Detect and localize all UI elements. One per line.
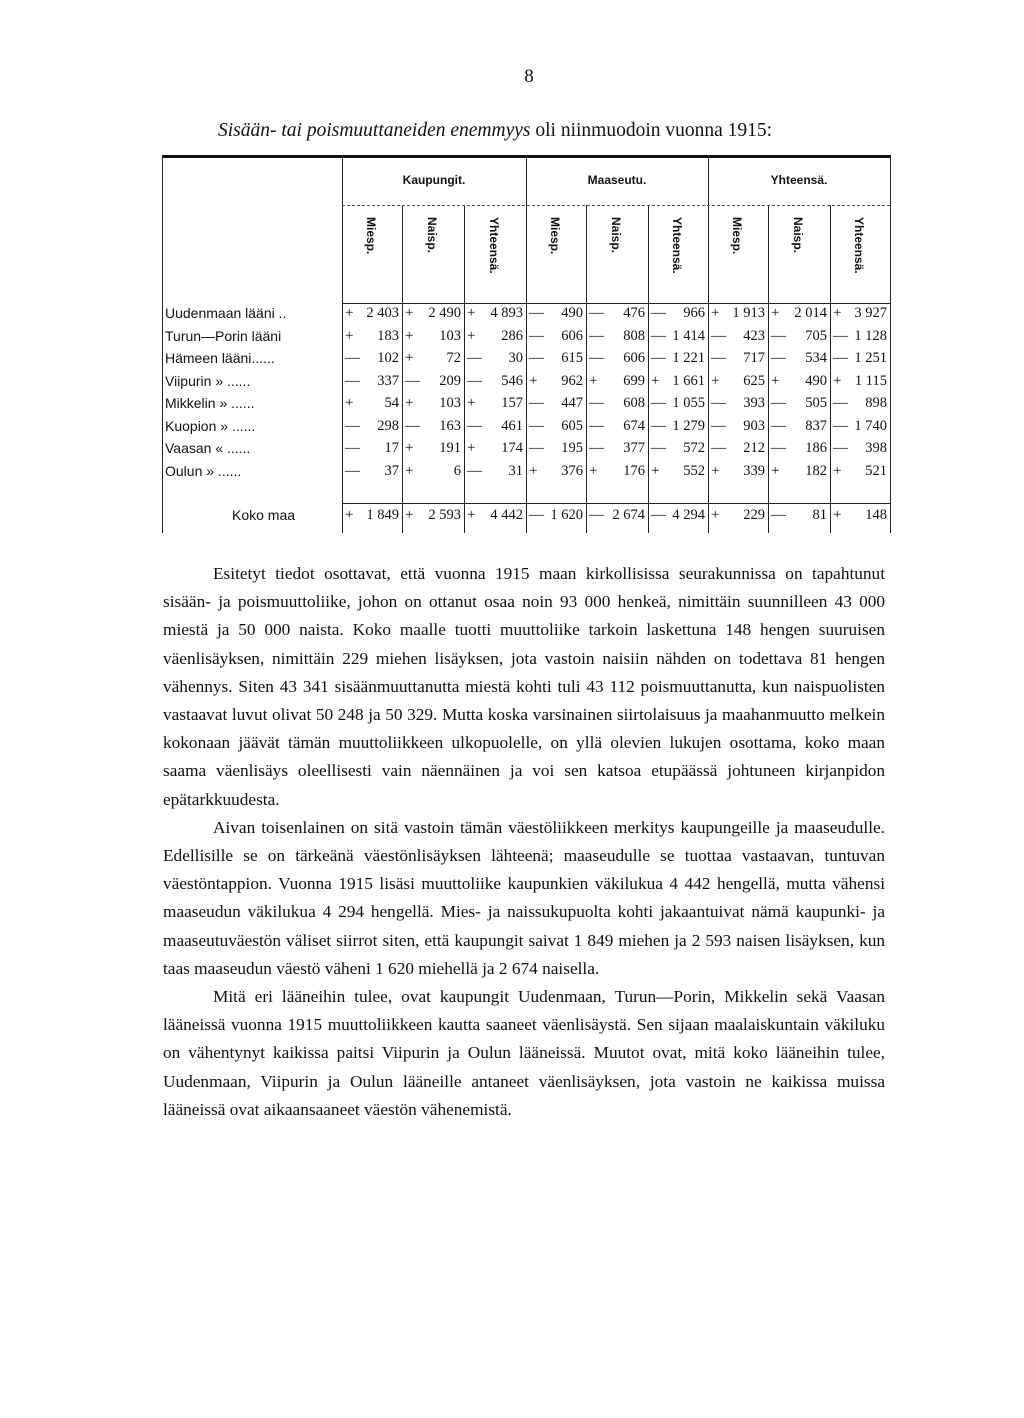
cell-value: 903 bbox=[743, 417, 765, 434]
row-label: Viipurin » ...... bbox=[165, 372, 251, 389]
cell-sign: — bbox=[833, 417, 848, 434]
cell-sign: + bbox=[467, 395, 476, 411]
cell-sign: — bbox=[405, 417, 420, 434]
cell-sign: + bbox=[711, 372, 720, 389]
table-row bbox=[162, 463, 890, 485]
table-cell bbox=[465, 440, 525, 462]
table-cell bbox=[343, 463, 401, 485]
table-cell bbox=[831, 395, 889, 417]
cell-value: 393 bbox=[743, 395, 765, 411]
table-caption bbox=[218, 120, 772, 142]
table-cell bbox=[831, 373, 889, 395]
table-cell bbox=[769, 440, 829, 462]
cell-sign: — bbox=[833, 327, 848, 344]
cell-value: 54 bbox=[384, 395, 399, 411]
cell-sign: — bbox=[589, 440, 604, 456]
cell-value: 148 bbox=[865, 507, 887, 523]
cell-value: 898 bbox=[865, 395, 887, 411]
table-cell bbox=[769, 395, 829, 417]
column-header: Yhteensä. bbox=[852, 217, 866, 274]
cell-sign: + bbox=[405, 350, 414, 366]
cell-sign: — bbox=[345, 372, 360, 389]
table-cell bbox=[649, 373, 707, 395]
table-cell bbox=[587, 507, 647, 529]
cell-value: 2 593 bbox=[428, 507, 461, 523]
cell-sign: — bbox=[467, 372, 482, 389]
cell-value: 186 bbox=[805, 440, 827, 456]
table-cell bbox=[465, 507, 525, 529]
cell-value: 546 bbox=[501, 372, 523, 389]
cell-value: 1 055 bbox=[672, 395, 705, 411]
total-row bbox=[162, 507, 890, 529]
table-cell bbox=[649, 440, 707, 462]
caption-rest: oli niinmuodoin vuonna 1915: bbox=[530, 120, 773, 141]
cell-value: 102 bbox=[377, 350, 399, 366]
cell-sign: — bbox=[833, 440, 848, 456]
total-rule bbox=[342, 503, 890, 504]
table-cell bbox=[649, 305, 707, 327]
cell-value: 699 bbox=[623, 372, 645, 389]
cell-value: 4 893 bbox=[490, 305, 523, 321]
table-cell bbox=[527, 463, 585, 485]
row-label: Kuopion » ...... bbox=[165, 417, 256, 434]
table-row bbox=[162, 373, 890, 395]
table-cell bbox=[587, 463, 647, 485]
cell-value: 1 221 bbox=[672, 350, 705, 366]
cell-sign: + bbox=[405, 327, 414, 344]
column-header: Miesp. bbox=[730, 217, 744, 255]
table-row bbox=[162, 305, 890, 327]
table-cell bbox=[831, 418, 889, 440]
cell-value: 966 bbox=[683, 305, 705, 321]
cell-value: 1 740 bbox=[854, 417, 887, 434]
cell-sign: + bbox=[833, 305, 842, 321]
cell-value: 2 490 bbox=[428, 305, 461, 321]
row-label: Oulun » ...... bbox=[165, 462, 242, 479]
cell-sign: — bbox=[529, 507, 544, 523]
cell-sign: + bbox=[345, 327, 354, 344]
cell-sign: — bbox=[651, 327, 666, 344]
table-cell bbox=[527, 395, 585, 417]
group-header-rule bbox=[342, 205, 890, 206]
table-cell bbox=[709, 305, 767, 327]
cell-sign: — bbox=[651, 417, 666, 434]
table-cell bbox=[527, 373, 585, 395]
cell-value: 212 bbox=[743, 440, 765, 456]
cell-sign: + bbox=[833, 462, 842, 479]
table-cell bbox=[343, 418, 401, 440]
cell-value: 490 bbox=[561, 305, 583, 321]
table-cell bbox=[831, 440, 889, 462]
cell-value: 30 bbox=[508, 350, 523, 366]
cell-sign: + bbox=[405, 395, 414, 411]
cell-sign: — bbox=[771, 350, 786, 366]
table-cell bbox=[649, 350, 707, 372]
cell-value: 606 bbox=[623, 350, 645, 366]
cell-value: 182 bbox=[805, 462, 827, 479]
cell-sign: — bbox=[771, 327, 786, 344]
cell-sign: — bbox=[711, 440, 726, 456]
cell-sign: — bbox=[345, 350, 360, 366]
paragraph-3: Mitä eri lääneihin tulee, ovat kaupungit Uudenmaan, Turun—Porin, Mikkelin sekä Vaasan lääneissä vuonna 1915 muuttoliikkeen kautta saaneet väenlisäystä. Sen sijaan maalaiskuntain väkiluku on vähentynyt kaikissa paitsi Viipurin ja Oulun lääneissä. Muutot ovat, mitä koko lääneihin tulee, Uudenmaan, Viipurin ja Oulun lääneille antaneet väenlisäyksen, jota vastoin ne kaikissa muissa lääneissä ovat aikaansaaneet väestön vähenemistä. bbox=[163, 987, 885, 1119]
cell-value: 1 661 bbox=[672, 372, 705, 389]
group-header: Yhteensä. bbox=[770, 173, 828, 187]
table-cell bbox=[769, 373, 829, 395]
cell-sign: + bbox=[467, 440, 476, 456]
table-cell bbox=[709, 328, 767, 350]
table-cell bbox=[831, 305, 889, 327]
table-cell bbox=[403, 373, 463, 395]
table-cell bbox=[709, 418, 767, 440]
row-label: Mikkelin » ...... bbox=[165, 395, 255, 411]
cell-value: 286 bbox=[501, 327, 523, 344]
table-cell bbox=[343, 305, 401, 327]
cell-value: 1 115 bbox=[854, 372, 887, 389]
group-header: Kaupungit. bbox=[402, 173, 466, 187]
table-cell bbox=[403, 350, 463, 372]
cell-sign: — bbox=[771, 417, 786, 434]
cell-value: 376 bbox=[561, 462, 583, 479]
page-number: 8 bbox=[524, 66, 534, 87]
table-cell bbox=[649, 328, 707, 350]
cell-sign: — bbox=[589, 305, 604, 321]
column-header: Yhteensä. bbox=[487, 217, 501, 274]
column-header: Yhteensä. bbox=[670, 217, 684, 274]
table-cell bbox=[769, 507, 829, 529]
cell-sign: — bbox=[651, 395, 666, 411]
cell-value: 572 bbox=[683, 440, 705, 456]
table-cell bbox=[649, 507, 707, 529]
table-cell bbox=[587, 373, 647, 395]
cell-value: 3 927 bbox=[854, 305, 887, 321]
cell-sign: — bbox=[589, 507, 604, 523]
column-header: Miesp. bbox=[548, 217, 562, 255]
cell-value: 1 414 bbox=[672, 327, 705, 344]
table-cell bbox=[709, 507, 767, 529]
cell-sign: — bbox=[651, 350, 666, 366]
cell-value: 423 bbox=[743, 327, 765, 344]
column-header: Naisp. bbox=[609, 217, 623, 254]
table-cell bbox=[649, 463, 707, 485]
cell-sign: — bbox=[529, 350, 544, 366]
table-row bbox=[162, 395, 890, 417]
table-row bbox=[162, 440, 890, 462]
column-header: Naisp. bbox=[425, 217, 439, 254]
cell-value: 552 bbox=[683, 462, 705, 479]
table-cell bbox=[465, 328, 525, 350]
table-cell bbox=[587, 350, 647, 372]
table-cell bbox=[403, 328, 463, 350]
table-cell bbox=[769, 305, 829, 327]
cell-value: 705 bbox=[805, 327, 827, 344]
table-cell bbox=[465, 350, 525, 372]
cell-value: 521 bbox=[865, 462, 887, 479]
cell-sign: + bbox=[529, 372, 538, 389]
cell-sign: — bbox=[345, 462, 360, 479]
table-cell bbox=[709, 350, 767, 372]
cell-value: 337 bbox=[377, 372, 399, 389]
cell-value: 174 bbox=[501, 440, 523, 456]
table-cell bbox=[831, 463, 889, 485]
cell-sign: — bbox=[651, 440, 666, 456]
table-cell bbox=[465, 305, 525, 327]
table-cell bbox=[403, 463, 463, 485]
cell-sign: — bbox=[529, 305, 544, 321]
cell-value: 490 bbox=[805, 372, 827, 389]
table-cell bbox=[403, 305, 463, 327]
cell-value: 103 bbox=[439, 395, 461, 411]
table-row bbox=[162, 418, 890, 440]
cell-value: 72 bbox=[446, 350, 461, 366]
cell-value: 1 849 bbox=[366, 507, 399, 523]
cell-sign: + bbox=[345, 305, 354, 321]
cell-value: 1 251 bbox=[854, 350, 887, 366]
cell-value: 398 bbox=[865, 440, 887, 456]
cell-sign: + bbox=[345, 507, 354, 523]
table-cell bbox=[403, 507, 463, 529]
cell-sign: + bbox=[529, 462, 538, 479]
table-cell bbox=[769, 463, 829, 485]
table-cell bbox=[587, 305, 647, 327]
cell-value: 377 bbox=[623, 440, 645, 456]
column-header: Miesp. bbox=[364, 217, 378, 255]
cell-sign: + bbox=[651, 372, 660, 389]
cell-sign: — bbox=[405, 372, 420, 389]
table-cell bbox=[343, 328, 401, 350]
cell-sign: — bbox=[529, 327, 544, 344]
table-cell bbox=[527, 350, 585, 372]
cell-value: 103 bbox=[439, 327, 461, 344]
cell-value: 674 bbox=[623, 417, 645, 434]
cell-value: 157 bbox=[501, 395, 523, 411]
cell-value: 17 bbox=[384, 440, 399, 456]
cell-value: 808 bbox=[623, 327, 645, 344]
cell-value: 1 913 bbox=[732, 305, 765, 321]
table-cell bbox=[709, 463, 767, 485]
cell-sign: + bbox=[711, 507, 720, 523]
cell-sign: — bbox=[467, 350, 482, 366]
cell-sign: + bbox=[771, 372, 780, 389]
cell-value: 209 bbox=[439, 372, 461, 389]
cell-sign: + bbox=[651, 462, 660, 479]
cell-value: 461 bbox=[501, 417, 523, 434]
cell-value: 2 674 bbox=[612, 507, 645, 523]
body-text bbox=[163, 560, 885, 1124]
table-cell bbox=[769, 328, 829, 350]
table-cell bbox=[831, 350, 889, 372]
table-cell bbox=[465, 373, 525, 395]
cell-sign: — bbox=[589, 350, 604, 366]
row-label: Vaasan « ...... bbox=[165, 440, 251, 456]
cell-value: 605 bbox=[561, 417, 583, 434]
table-cell bbox=[343, 395, 401, 417]
cell-value: 625 bbox=[743, 372, 765, 389]
table-row bbox=[162, 328, 890, 350]
cell-value: 447 bbox=[561, 395, 583, 411]
cell-value: 837 bbox=[805, 417, 827, 434]
table-cell bbox=[343, 373, 401, 395]
cell-value: 608 bbox=[623, 395, 645, 411]
cell-value: 176 bbox=[623, 462, 645, 479]
cell-sign: — bbox=[467, 462, 482, 479]
cell-sign: + bbox=[711, 305, 720, 321]
row-label: Uudenmaan lääni .. bbox=[165, 305, 287, 321]
cell-value: 717 bbox=[743, 350, 765, 366]
cell-value: 195 bbox=[561, 440, 583, 456]
cell-sign: + bbox=[711, 462, 720, 479]
cell-sign: — bbox=[467, 417, 482, 434]
cell-sign: — bbox=[771, 395, 786, 411]
cell-sign: + bbox=[405, 440, 414, 456]
group-header: Maaseutu. bbox=[587, 173, 647, 187]
table-cell bbox=[403, 440, 463, 462]
cell-sign: + bbox=[405, 507, 414, 523]
cell-sign: — bbox=[833, 395, 848, 411]
cell-sign: + bbox=[589, 372, 598, 389]
table-cell bbox=[403, 395, 463, 417]
table-cell bbox=[587, 440, 647, 462]
cell-value: 183 bbox=[377, 327, 399, 344]
caption-italic: Sisään- tai poismuuttaneiden enemmyys bbox=[218, 120, 531, 141]
cell-value: 962 bbox=[561, 372, 583, 389]
table-cell bbox=[649, 418, 707, 440]
cell-sign: — bbox=[711, 327, 726, 344]
cell-sign: — bbox=[529, 440, 544, 456]
cell-sign: — bbox=[771, 507, 786, 523]
table-cell bbox=[465, 418, 525, 440]
cell-value: 1 620 bbox=[550, 507, 583, 523]
cell-value: 2 403 bbox=[366, 305, 399, 321]
table-cell bbox=[465, 395, 525, 417]
table-cell bbox=[403, 418, 463, 440]
table-cell bbox=[527, 328, 585, 350]
paragraph-2: Aivan toisenlainen on sitä vastoin tämän väestöliikkeen merkitys kaupungeille ja maaseudulle. Edellisille se on tärkeänä väestönlisäyksen lähteenä; maaseudulle se tuottaa vastaavan, tuntuvan väestöntappion. Vuonna 1915 lisäsi muuttoliike kaupunkien väkilukua 4 442 hengellä, mutta vähensi maaseudun väkilukua 4 294 hengellä. Mies- ja naissukupuolta kohti jakaantuivat nämä kaupunki- ja maaseutuväestön väliset siirrot siten, että kaupungit saivat 1 849 miehen ja 2 593 naisen lisäyksen, kun taas maaseudun väestö väheni 1 620 miehellä ja 2 674 naisella. bbox=[163, 817, 885, 978]
cell-sign: — bbox=[345, 440, 360, 456]
cell-sign: + bbox=[833, 372, 842, 389]
cell-sign: + bbox=[467, 327, 476, 344]
table-cell bbox=[527, 440, 585, 462]
cell-value: 2 014 bbox=[794, 305, 827, 321]
cell-value: 615 bbox=[561, 350, 583, 366]
group-rule bbox=[890, 155, 891, 533]
cell-sign: — bbox=[589, 395, 604, 411]
cell-sign: + bbox=[405, 305, 414, 321]
cell-value: 37 bbox=[384, 462, 399, 479]
cell-sign: — bbox=[651, 305, 666, 321]
table-cell bbox=[709, 440, 767, 462]
cell-sign: — bbox=[651, 507, 666, 523]
table-row bbox=[162, 350, 890, 372]
row-label: Hämeen lääni...... bbox=[165, 350, 275, 366]
table-cell bbox=[343, 507, 401, 529]
cell-sign: + bbox=[771, 305, 780, 321]
cell-value: 4 442 bbox=[490, 507, 523, 523]
cell-sign: — bbox=[771, 440, 786, 456]
table-cell bbox=[527, 507, 585, 529]
cell-sign: — bbox=[711, 395, 726, 411]
table-cell bbox=[649, 395, 707, 417]
cell-value: 476 bbox=[623, 305, 645, 321]
cell-value: 191 bbox=[439, 440, 461, 456]
table-cell bbox=[587, 395, 647, 417]
table-cell bbox=[343, 440, 401, 462]
table-cell bbox=[831, 328, 889, 350]
cell-value: 81 bbox=[812, 507, 827, 523]
cell-sign: — bbox=[345, 417, 360, 434]
table-cell bbox=[343, 350, 401, 372]
cell-sign: — bbox=[711, 417, 726, 434]
table-cell bbox=[769, 418, 829, 440]
cell-sign: + bbox=[467, 305, 476, 321]
cell-sign: + bbox=[345, 395, 354, 411]
cell-value: 6 bbox=[453, 462, 461, 479]
cell-sign: + bbox=[771, 462, 780, 479]
cell-value: 339 bbox=[743, 462, 765, 479]
cell-sign: + bbox=[467, 507, 476, 523]
table-cell bbox=[587, 418, 647, 440]
total-label: Koko maa bbox=[232, 507, 296, 523]
table-cell bbox=[709, 395, 767, 417]
cell-sign: + bbox=[833, 507, 842, 523]
cell-value: 31 bbox=[508, 462, 523, 479]
table-cell bbox=[527, 305, 585, 327]
table-cell bbox=[527, 418, 585, 440]
paragraph-1: Esitetyt tiedot osottavat, että vuonna 1915 maan kirkollisissa seurakunnissa on tapahtunut sisään- ja poismuuttoliike, johon on ottanut osaa noin 93 000 henkeä, nimittäin suunnilleen 43 000 miestä ja 50 000 naista. Koko maalle tuotti muuttoliike tarkoin laskettuna 148 hengen suuruisen väenlisäyksen, nimittäin 229 miehen lisäyksen, jota vastoin naisiin nähden on todettava 81 hengen vähennys. Siten 43 341 sisäänmuuttanutta miestä kohti tuli 43 112 poismuuttanutta, kun naispuolisten vastaavat luvut olivat 50 248 ja 50 329. Mutta koska varsinainen siirtolaisuus ja maahanmuutto melkein kokonaan jäävät tämän muuttoliikkeen ulkopuolelle, on yllä olevien lukujen osottama, koko maan saama väenlisäys oleellisesti vain näennäinen ja voi sen katsoa etupäässä johtuneen kirjanpidon epätarkkuudesta. bbox=[163, 564, 885, 809]
cell-sign: — bbox=[529, 417, 544, 434]
cell-sign: + bbox=[405, 462, 414, 479]
table-cell bbox=[587, 328, 647, 350]
cell-sign: + bbox=[589, 462, 598, 479]
cell-sign: — bbox=[589, 417, 604, 434]
cell-value: 163 bbox=[439, 417, 461, 434]
cell-value: 298 bbox=[377, 417, 399, 434]
cell-value: 1 279 bbox=[672, 417, 705, 434]
table-cell bbox=[709, 373, 767, 395]
cell-sign: — bbox=[589, 327, 604, 344]
cell-sign: — bbox=[711, 350, 726, 366]
row-label: Turun—Porin lääni bbox=[165, 327, 282, 344]
column-header: Naisp. bbox=[791, 217, 805, 254]
cell-value: 534 bbox=[805, 350, 827, 366]
cell-sign: — bbox=[529, 395, 544, 411]
table-cell bbox=[465, 463, 525, 485]
cell-value: 606 bbox=[561, 327, 583, 344]
cell-value: 505 bbox=[805, 395, 827, 411]
cell-value: 4 294 bbox=[672, 507, 705, 523]
cell-value: 229 bbox=[743, 507, 765, 523]
cell-value: 1 128 bbox=[854, 327, 887, 344]
table-cell bbox=[769, 350, 829, 372]
cell-sign: — bbox=[833, 350, 848, 366]
table-cell bbox=[831, 507, 889, 529]
